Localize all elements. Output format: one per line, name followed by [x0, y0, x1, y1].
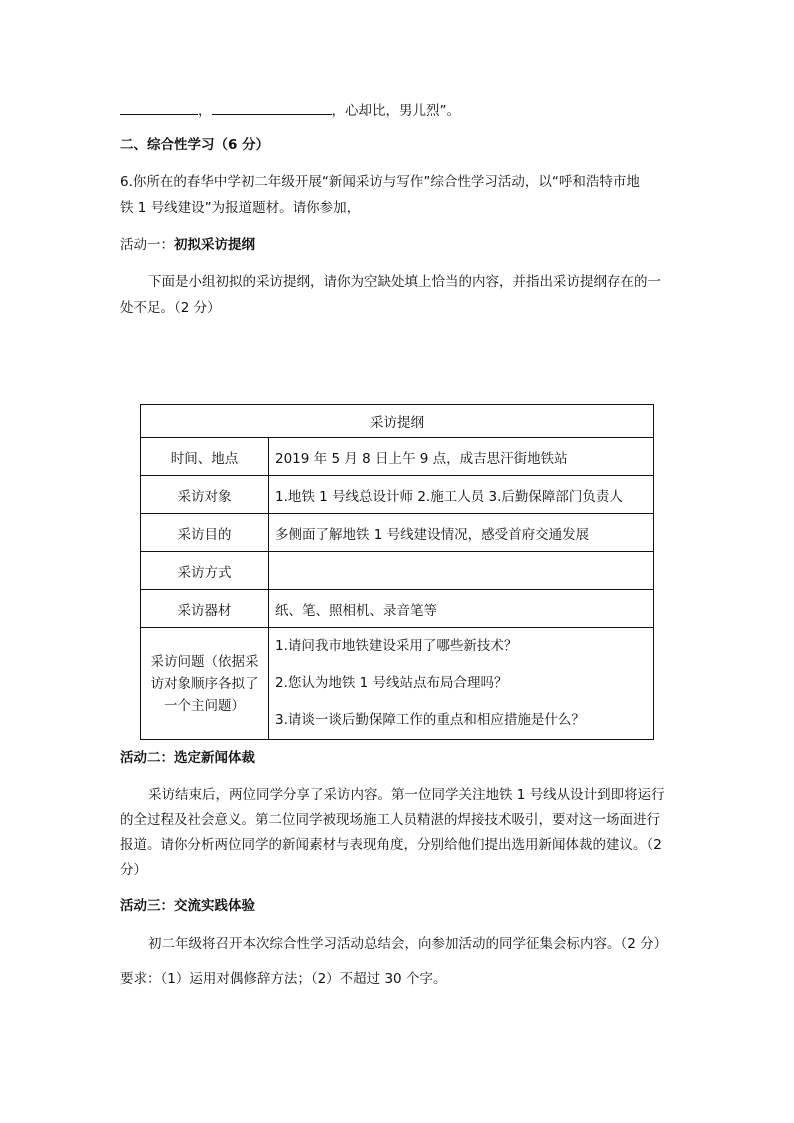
row-value: 2019 年 5 月 8 日上午 9 点，成吉思汗街地铁站 [269, 438, 654, 476]
row-value: 1.地铁 1 号线总设计师 2.施工人员 3.后勤保障部门负责人 [269, 476, 654, 514]
table-row [141, 552, 654, 590]
row-label: 时间、地点 [141, 438, 269, 476]
questions-cell [269, 628, 654, 740]
activity2-desc-1: 采访结束后，两位同学分享了采访内容。第一位同学关注地铁 1 号线从设计到即将运行 [148, 787, 665, 803]
row-label: 采访对象 [141, 476, 269, 514]
questions-label-line: 一个主问题） [164, 697, 245, 714]
fill-line-tail: 心却比，男儿烈”。 [345, 103, 460, 119]
activity3-heading [120, 894, 680, 918]
row-value: 多侧面了解地铁 1 号线建设情况，感受首府交通发展 [269, 514, 654, 552]
row-label: 采访目的 [141, 514, 269, 552]
activity-label: 活动二： [120, 750, 174, 766]
row-label: 采访方式 [141, 552, 269, 590]
table-row [141, 514, 654, 552]
question-line-2: 铁 1 号线建设”为报道题材。请你参加， [120, 200, 361, 216]
table-row-questions [141, 628, 654, 740]
table-row [141, 476, 654, 514]
interview-outline-table [140, 404, 654, 740]
table-row [141, 438, 654, 476]
question-item: 1.请问我市地铁建设采用了哪些新技术？ [275, 638, 518, 654]
table-header-row [141, 405, 654, 438]
question-item: 3.请谈一谈后勤保障工作的重点和相应措施是什么？ [275, 712, 585, 728]
activity-label: 活动一： [120, 237, 174, 253]
answer-blank-2[interactable] [212, 98, 332, 115]
table-row [141, 590, 654, 628]
activity2-desc-4: 分） [120, 862, 147, 878]
question-line-1: 6.你所在的春华中学初二年级开展“新闻采访与写作”综合性学习活动，以“呼和浩特市地 [120, 174, 640, 190]
answer-blank-1[interactable] [120, 98, 198, 115]
activity3-desc-1: 初二年级将召开本次综合性学习活动总结会，向参加活动的同学征集会标内容。（2 分） [148, 936, 668, 952]
activity1-desc-2: 处不足。（2 分） [120, 300, 221, 316]
section-title: 二、综合性学习（6 分） [120, 137, 270, 153]
activity1-heading [120, 233, 680, 257]
questions-label [141, 628, 269, 740]
activity-title: 选定新闻体裁 [174, 750, 255, 766]
fill-in-line [120, 98, 680, 123]
interview-method-blank[interactable] [269, 552, 654, 590]
activity2-heading [120, 746, 680, 770]
question-item: 2.您认为地铁 1 号线站点布局合理吗？ [275, 675, 508, 691]
activity-label: 活动三： [120, 898, 174, 914]
separator: ， [198, 103, 212, 119]
questions-label-line: 访对象顺序各拟了 [150, 675, 259, 692]
activity-title: 交流实践体验 [174, 898, 255, 914]
activity-title: 初拟采访提纲 [174, 237, 255, 253]
table-header: 采访提纲 [141, 405, 654, 438]
activity2-desc-2: 的全过程及社会意义。第二位同学被现场施工人员精湛的焊接技术吸引，要对这一场面进行 [120, 812, 660, 828]
activity2-desc-3: 报道。请你分析两位同学的新闻素材与表现角度，分别给他们提出选用新闻体裁的建议。（2 [120, 837, 662, 853]
row-value: 纸、笔、照相机、录音笔等 [269, 590, 654, 628]
questions-label-line: 采访问题（依据采 [150, 653, 259, 670]
row-label: 采访器材 [141, 590, 269, 628]
activity1-desc-1: 下面是小组初拟的采访提纲，请你为空缺处填上恰当的内容，并指出采访提纲存在的一 [148, 274, 661, 290]
separator: ， [331, 103, 345, 119]
activity3-requirement: 要求：（1）运用对偶修辞方法；（2）不超过 30 个字。 [120, 971, 447, 987]
